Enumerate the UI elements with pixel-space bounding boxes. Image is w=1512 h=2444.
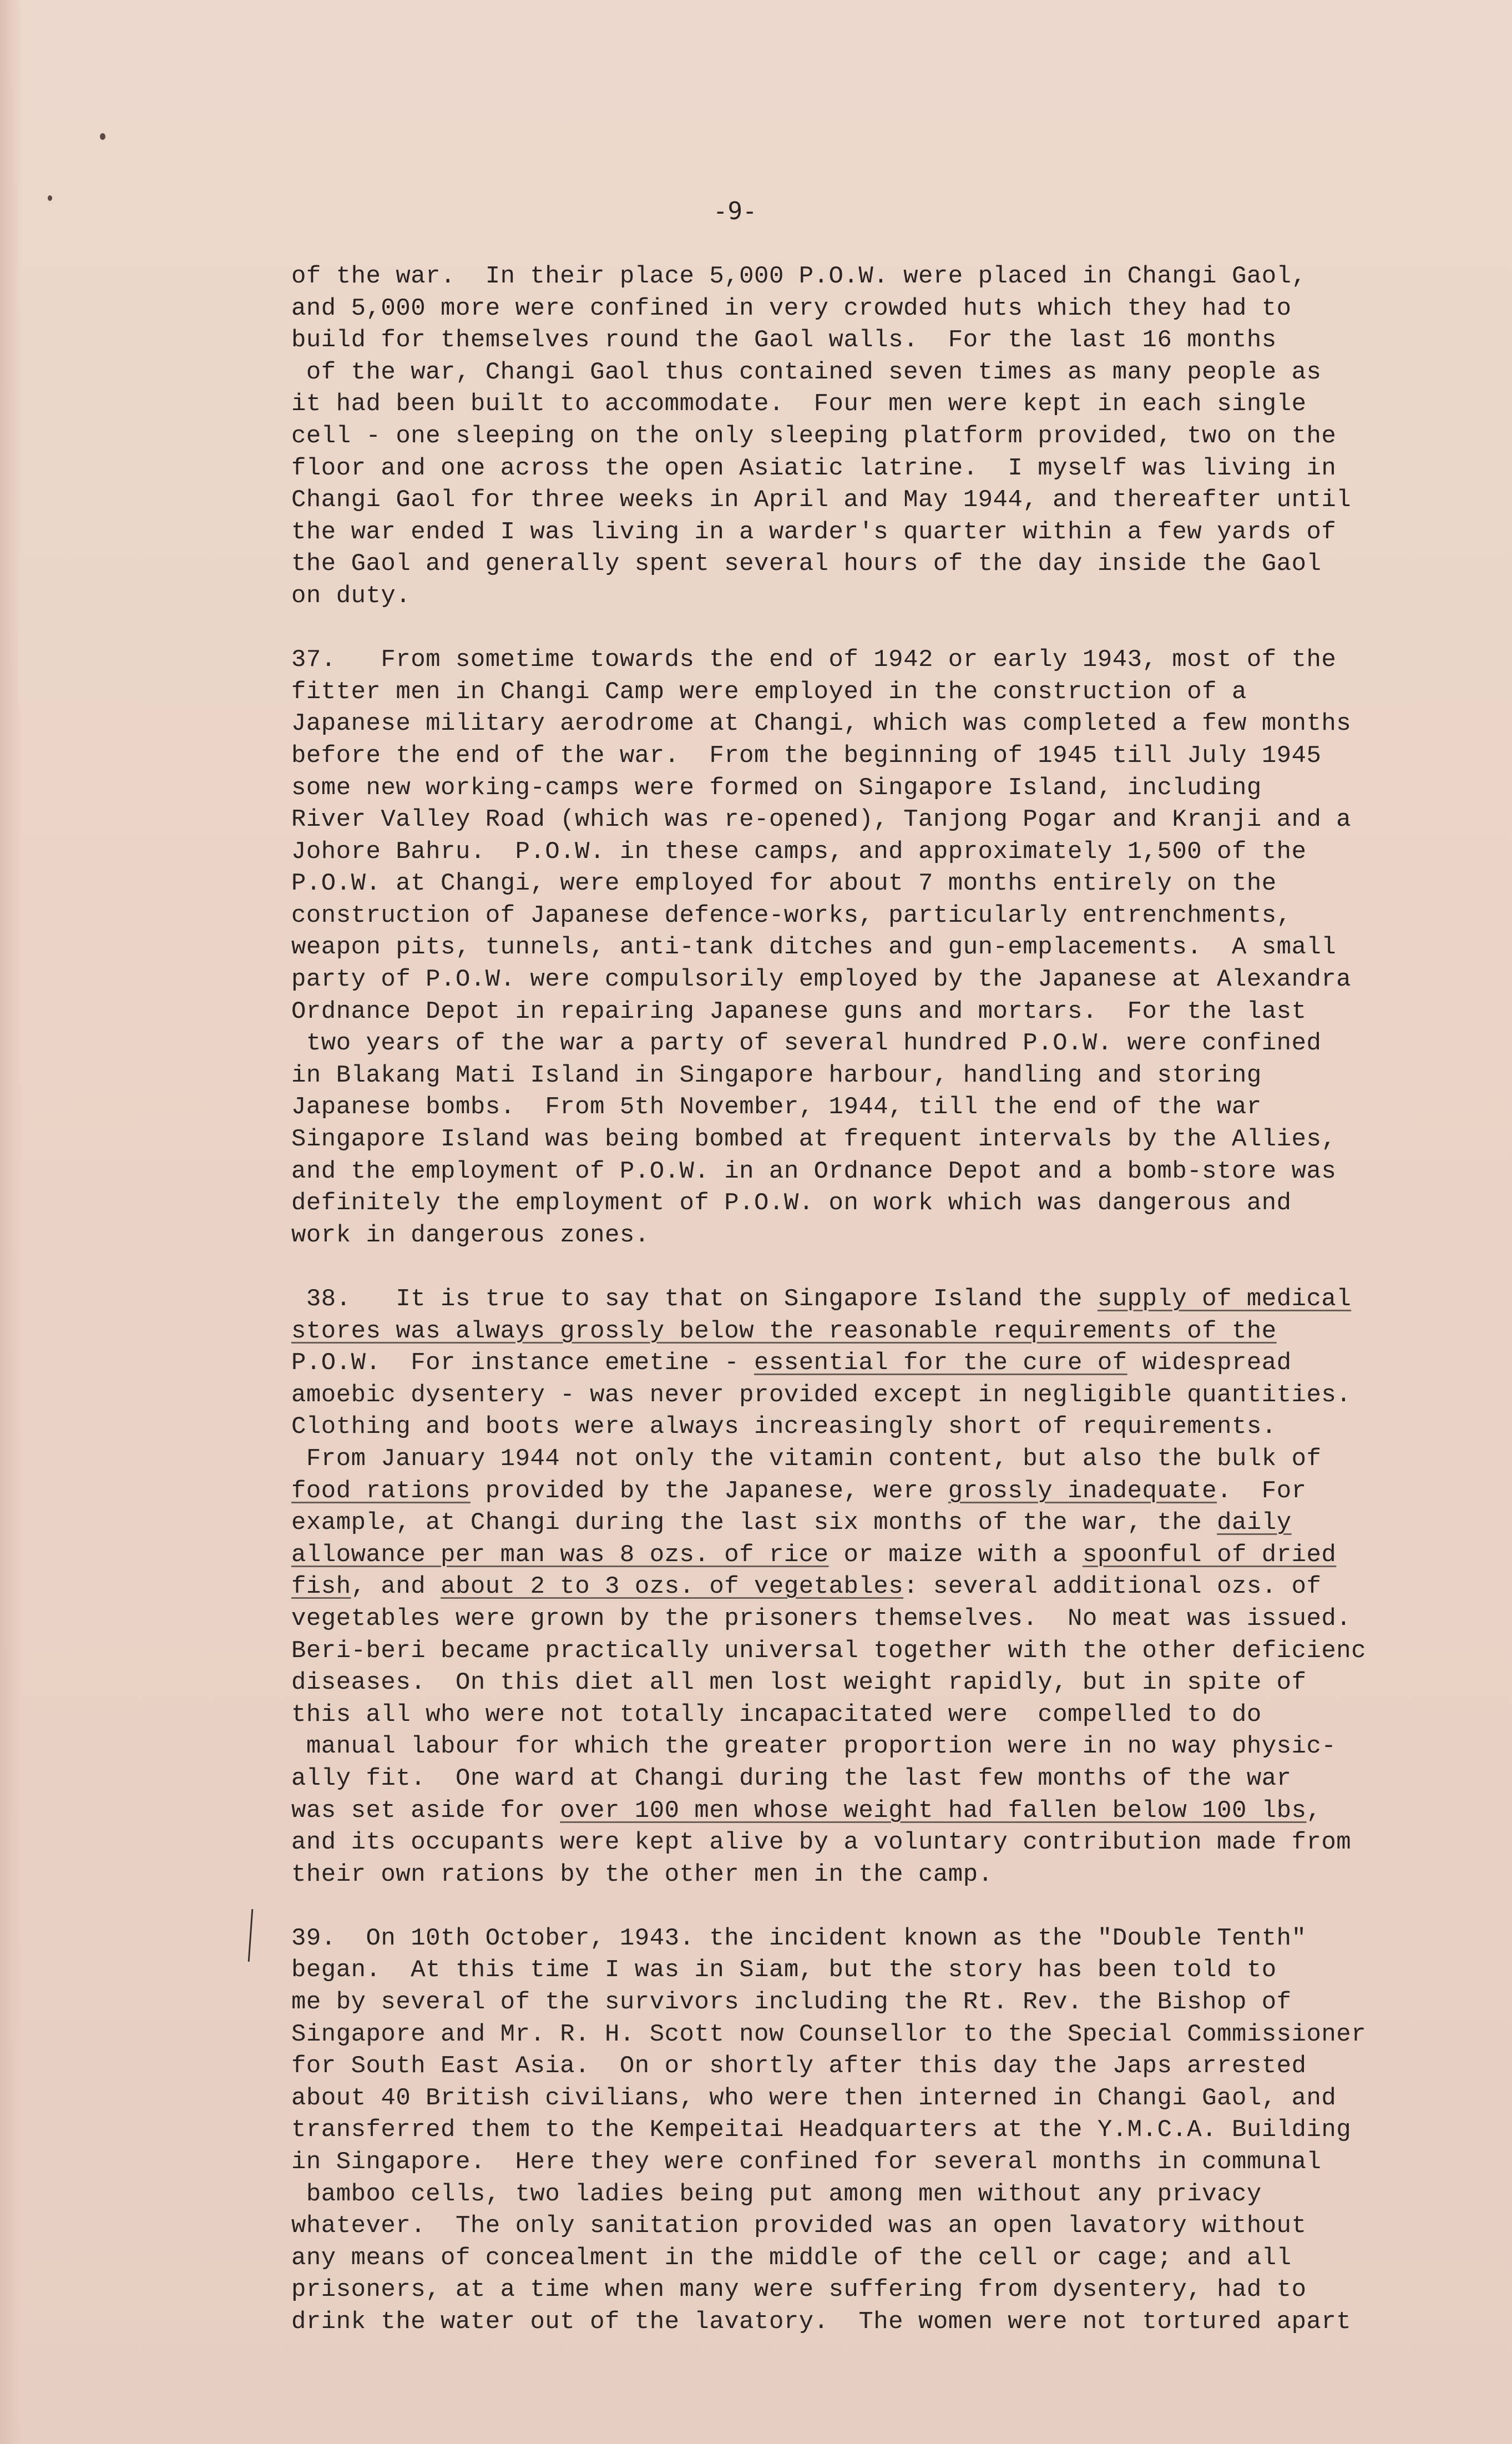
- text-line: any means of concealment in the middle of the cell or cage; and all: [291, 2244, 1292, 2272]
- text-line: fitter men in Changi Camp were employed in the construction of a: [291, 678, 1247, 706]
- text-line: build for themselves round the Gaol walls. For the last 16 months: [291, 326, 1277, 355]
- text-line: [291, 1316, 1423, 1348]
- text-line: 37. From sometime towards the end of 1942 or early 1943, most of the: [291, 646, 1337, 674]
- text-line: about 40 British civilians, who were then interned in Changi Gaol, and: [291, 2084, 1337, 2112]
- text-line: From January 1944 not only the vitamin content, but also the bulk of: [291, 1445, 1322, 1473]
- text-segment: 38. It is true to say that on Singapore Island the: [291, 1285, 1098, 1313]
- punch-hole-mark: [48, 195, 52, 201]
- text-line: diseases. On this diet all men lost weight rapidly, but in spite of: [291, 1669, 1307, 1697]
- text-line: Clothing and boots were always increasingly short of requirements.: [291, 1413, 1277, 1441]
- text-line: 39. On 10th October, 1943. the incident known as the "Double Tenth": [291, 1924, 1307, 1952]
- text-line: prisoners, at a time when many were suffering from dysentery, had to: [291, 2276, 1307, 2304]
- text-line: P.O.W. at Changi, were employed for about 7 months entirely on the: [291, 870, 1277, 898]
- text-line: [291, 1476, 1423, 1508]
- text-line: some new working-camps were formed on Singapore Island, including: [291, 774, 1262, 802]
- text-line: ally fit. One ward at Changi during the last few months of the war: [291, 1764, 1292, 1792]
- paragraph-p38: [291, 1284, 1423, 1891]
- text-line: weapon pits, tunnels, anti-tank ditches and gun-emplacements. A small: [291, 933, 1337, 962]
- pencil-underline: allowance per man was 8 ozs. of rice: [291, 1541, 829, 1569]
- margin-pencil-mark: [248, 1909, 254, 1962]
- text-line: whatever. The only sanitation provided was an open lavatory without: [291, 2212, 1307, 2240]
- text-segment: widespread: [1127, 1349, 1292, 1377]
- text-line: definitely the employment of P.O.W. on work which was dangerous and: [291, 1189, 1292, 1218]
- text-line: manual labour for which the greater proportion were in no way physic-: [291, 1733, 1337, 1761]
- punch-hole-mark: [100, 133, 105, 140]
- text-line: work in dangerous zones.: [291, 1221, 650, 1249]
- text-line: for South East Asia. On or shortly after this day the Japs arrested: [291, 2052, 1307, 2081]
- text-line: and the employment of P.O.W. in an Ordnance Depot and a bomb-store was: [291, 1157, 1337, 1185]
- text-line: the Gaol and generally spent several hours of the day inside the Gaol: [291, 550, 1322, 578]
- text-line: Singapore Island was being bombed at frequent intervals by the Allies,: [291, 1125, 1337, 1154]
- pencil-underline: about 2 to 3 ozs. of vegetables: [441, 1573, 904, 1601]
- text-line: me by several of the survivors including the Rt. Rev. the Bishop of: [291, 1988, 1292, 2017]
- pencil-underline: supply of medical: [1097, 1285, 1352, 1313]
- text-line: in Blakang Mati Island in Singapore harbour, handling and storing: [291, 1061, 1262, 1089]
- text-segment: was set aside for: [291, 1796, 560, 1825]
- text-line: River Valley Road (which was re-opened), Tanjong Pogar and Kranji and a: [291, 806, 1352, 834]
- text-line: transferred them to the Kempeitai Headquarters at the Y.M.C.A. Building: [291, 2116, 1352, 2144]
- text-line: and 5,000 more were confined in very crowded huts which they had to: [291, 294, 1292, 322]
- pencil-underline: daily: [1217, 1509, 1292, 1537]
- document-body: [291, 261, 1423, 2370]
- page-number: -9-: [713, 197, 757, 225]
- text-line: vegetables were grown by the prisoners themselves. No meat was issued.: [291, 1604, 1352, 1633]
- text-line: Changi Gaol for three weeks in April and May 1944, and thereafter until: [291, 486, 1352, 514]
- pencil-underline: over 100 men whose weight had fallen below 100 lbs: [560, 1796, 1307, 1825]
- text-line: construction of Japanese defence-works, particularly entrenchments,: [291, 901, 1292, 930]
- text-segment: P.O.W. For instance emetine -: [291, 1349, 755, 1377]
- text-line: Japanese military aerodrome at Changi, which was completed a few months: [291, 710, 1352, 738]
- text-line: [291, 1284, 1423, 1316]
- text-line: two years of the war a party of several hundred P.O.W. were confined: [291, 1029, 1322, 1058]
- text-line: cell - one sleeping on the only sleeping platform provided, two on the: [291, 422, 1337, 450]
- text-line: of the war. In their place 5,000 P.O.W. were placed in Changi Gaol,: [291, 262, 1307, 290]
- text-line: floor and one across the open Asiatic latrine. I myself was living in: [291, 454, 1337, 482]
- text-line: Ordnance Depot in repairing Japanese guns and mortars. For the last: [291, 997, 1307, 1026]
- pencil-underline: stores was always grossly below the reasonable requirements of the: [291, 1317, 1277, 1345]
- paragraph-p37: [291, 644, 1423, 1251]
- pencil-underline: grossly inadequate: [948, 1477, 1217, 1505]
- text-segment: , and: [351, 1573, 441, 1601]
- text-line: party of P.O.W. were compulsorily employed by the Japanese at Alexandra: [291, 966, 1352, 994]
- text-line: and its occupants were kept alive by a voluntary contribution made from: [291, 1829, 1352, 1857]
- text-line: Beri-beri became practically universal together with the other deficienc: [291, 1637, 1367, 1665]
- pencil-underline: fish: [291, 1573, 351, 1601]
- text-line: bamboo cells, two ladies being put among men without any privacy: [291, 2180, 1262, 2208]
- text-segment: or maize with a: [828, 1541, 1083, 1569]
- text-segment: provided by the Japanese, were: [470, 1477, 948, 1505]
- text-line: [291, 1539, 1423, 1572]
- text-line: [291, 1571, 1423, 1603]
- paper-edge: [0, 0, 22, 2444]
- text-line: in Singapore. Here they were confined for several months in communal: [291, 2148, 1322, 2177]
- text-line: Singapore and Mr. R. H. Scott now Counsellor to the Special Commissioner: [291, 2020, 1367, 2048]
- text-line: of the war, Changi Gaol thus contained seven times as many people as: [291, 358, 1322, 386]
- text-line: this all who were not totally incapacitated were compelled to do: [291, 1700, 1262, 1729]
- pencil-underline: essential for the cure of: [754, 1349, 1127, 1377]
- text-line: [291, 1795, 1423, 1827]
- text-line: [291, 1347, 1423, 1380]
- text-line: on duty.: [291, 582, 411, 610]
- text-line: amoebic dysentery - was never provided except in negligible quantities.: [291, 1381, 1352, 1409]
- text-line: their own rations by the other men in the camp.: [291, 1860, 993, 1888]
- text-segment: . For: [1217, 1477, 1307, 1505]
- text-segment: : several additional ozs. of: [903, 1573, 1322, 1601]
- text-line: Japanese bombs. From 5th November, 1944, till the end of the war: [291, 1093, 1262, 1122]
- text-line: [291, 1507, 1423, 1539]
- pencil-underline: spoonful of dried: [1082, 1541, 1337, 1569]
- text-line: began. At this time I was in Siam, but the story has been told to: [291, 1956, 1277, 1985]
- text-line: before the end of the war. From the beginning of 1945 till July 1945: [291, 741, 1322, 770]
- paragraph-p39: [291, 1923, 1423, 2339]
- text-segment: example, at Changi during the last six months of the war, the: [291, 1509, 1217, 1537]
- text-segment: ,: [1306, 1796, 1322, 1825]
- text-line: Johore Bahru. P.O.W. in these camps, and approximately 1,500 of the: [291, 837, 1307, 866]
- paragraph-p36-cont: [291, 261, 1423, 613]
- pencil-underline: food rations: [291, 1477, 471, 1505]
- text-line: drink the water out of the lavatory. The women were not tortured apart: [291, 2308, 1352, 2336]
- text-line: it had been built to accommodate. Four men were kept in each single: [291, 390, 1307, 418]
- text-line: the war ended I was living in a warder's quarter within a few yards of: [291, 518, 1337, 546]
